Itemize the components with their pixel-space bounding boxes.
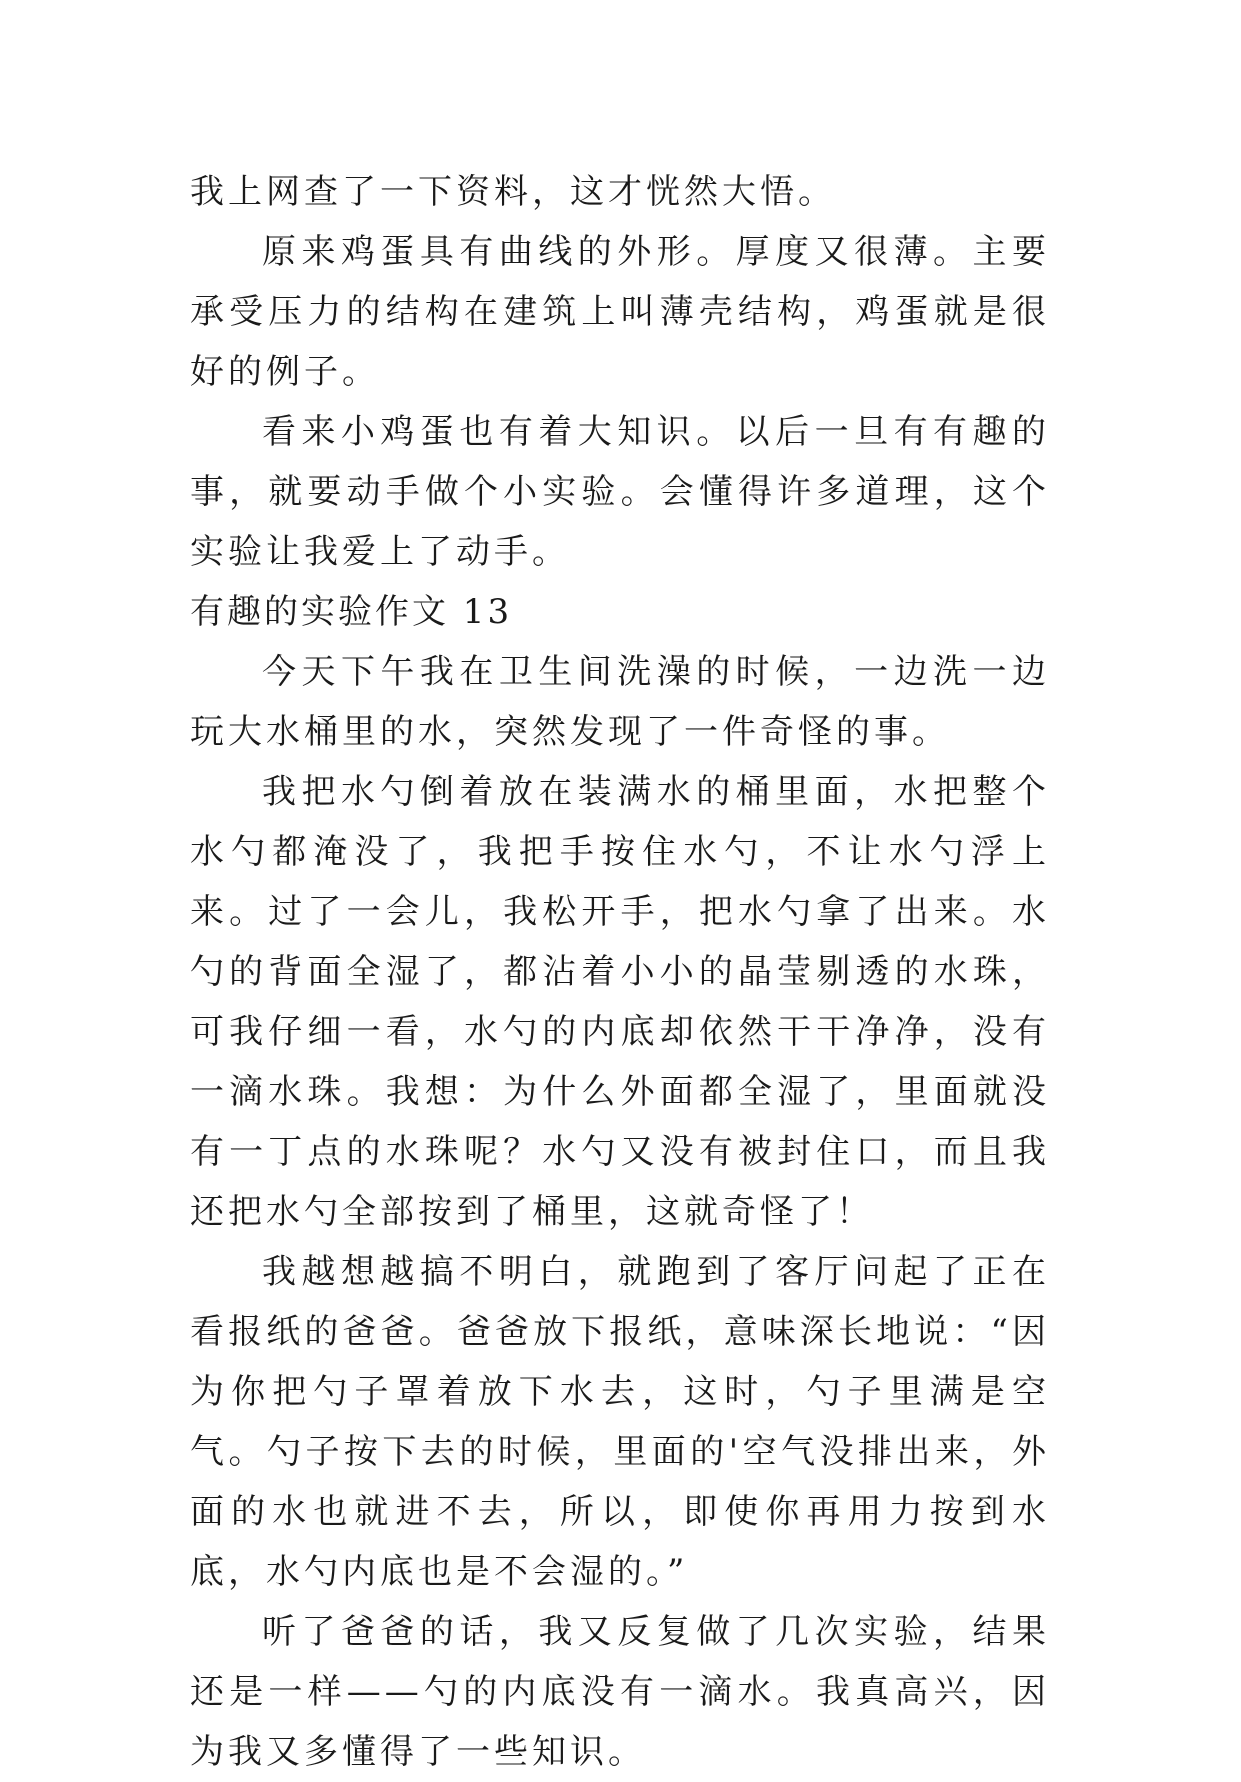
document-body: [190, 162, 1050, 1782]
paragraph-conclusion-line: 我上网查了一下资料，这才恍然大悟。: [190, 172, 836, 212]
paragraph-eggshell-explanation: 原来鸡蛋具有曲线的外形。厚度又很薄。主要承受压力的结构在建筑上叫薄壳结构，鸡蛋就是很好的例子。: [190, 232, 1050, 392]
essay-heading: 有趣的实验作文 13: [190, 592, 513, 632]
paragraph-conclusion: 听了爸爸的话，我又反复做了几次实验，结果还是一样——勺的内底没有一滴水。我真高兴，因为我又多懂得了一些知识。: [190, 1612, 1050, 1772]
paragraph-bath-intro: 今天下午我在卫生间洗澡的时候，一边洗一边玩大水桶里的水，突然发现了一件奇怪的事。: [190, 652, 1050, 752]
paragraph-ladle-experiment: 我把水勺倒着放在装满水的桶里面，水把整个水勺都淹没了，我把手按住水勺，不让水勺浮上来。过了一会儿，我松开手，把水勺拿了出来。水勺的背面全湿了，都沾着小小的晶莹剔透的水珠，可我仔细一看，水勺的内底却依然干干净净，没有一滴水珠。我想：为什么外面都全湿了，里面就没有一丁点的水珠呢？水勺又没有被封住口，而且我还把水勺全部按到了桶里，这就奇怪了！: [190, 772, 1050, 1232]
paragraph-egg-lesson: 看来小鸡蛋也有着大知识。以后一旦有有趣的事，就要动手做个小实验。会懂得许多道理，这个实验让我爱上了动手。: [190, 412, 1050, 572]
paragraph-father-explanation: 我越想越搞不明白，就跑到了客厅问起了正在看报纸的爸爸。爸爸放下报纸，意味深长地说：“因为你把勺子罩着放下水去，这时，勺子里满是空气。勺子按下去的时候，里面的'空气没排出来，外面的水也就进不去，所以，即使你再用力按到水底，水勺内底也是不会湿的。”: [190, 1252, 1050, 1592]
